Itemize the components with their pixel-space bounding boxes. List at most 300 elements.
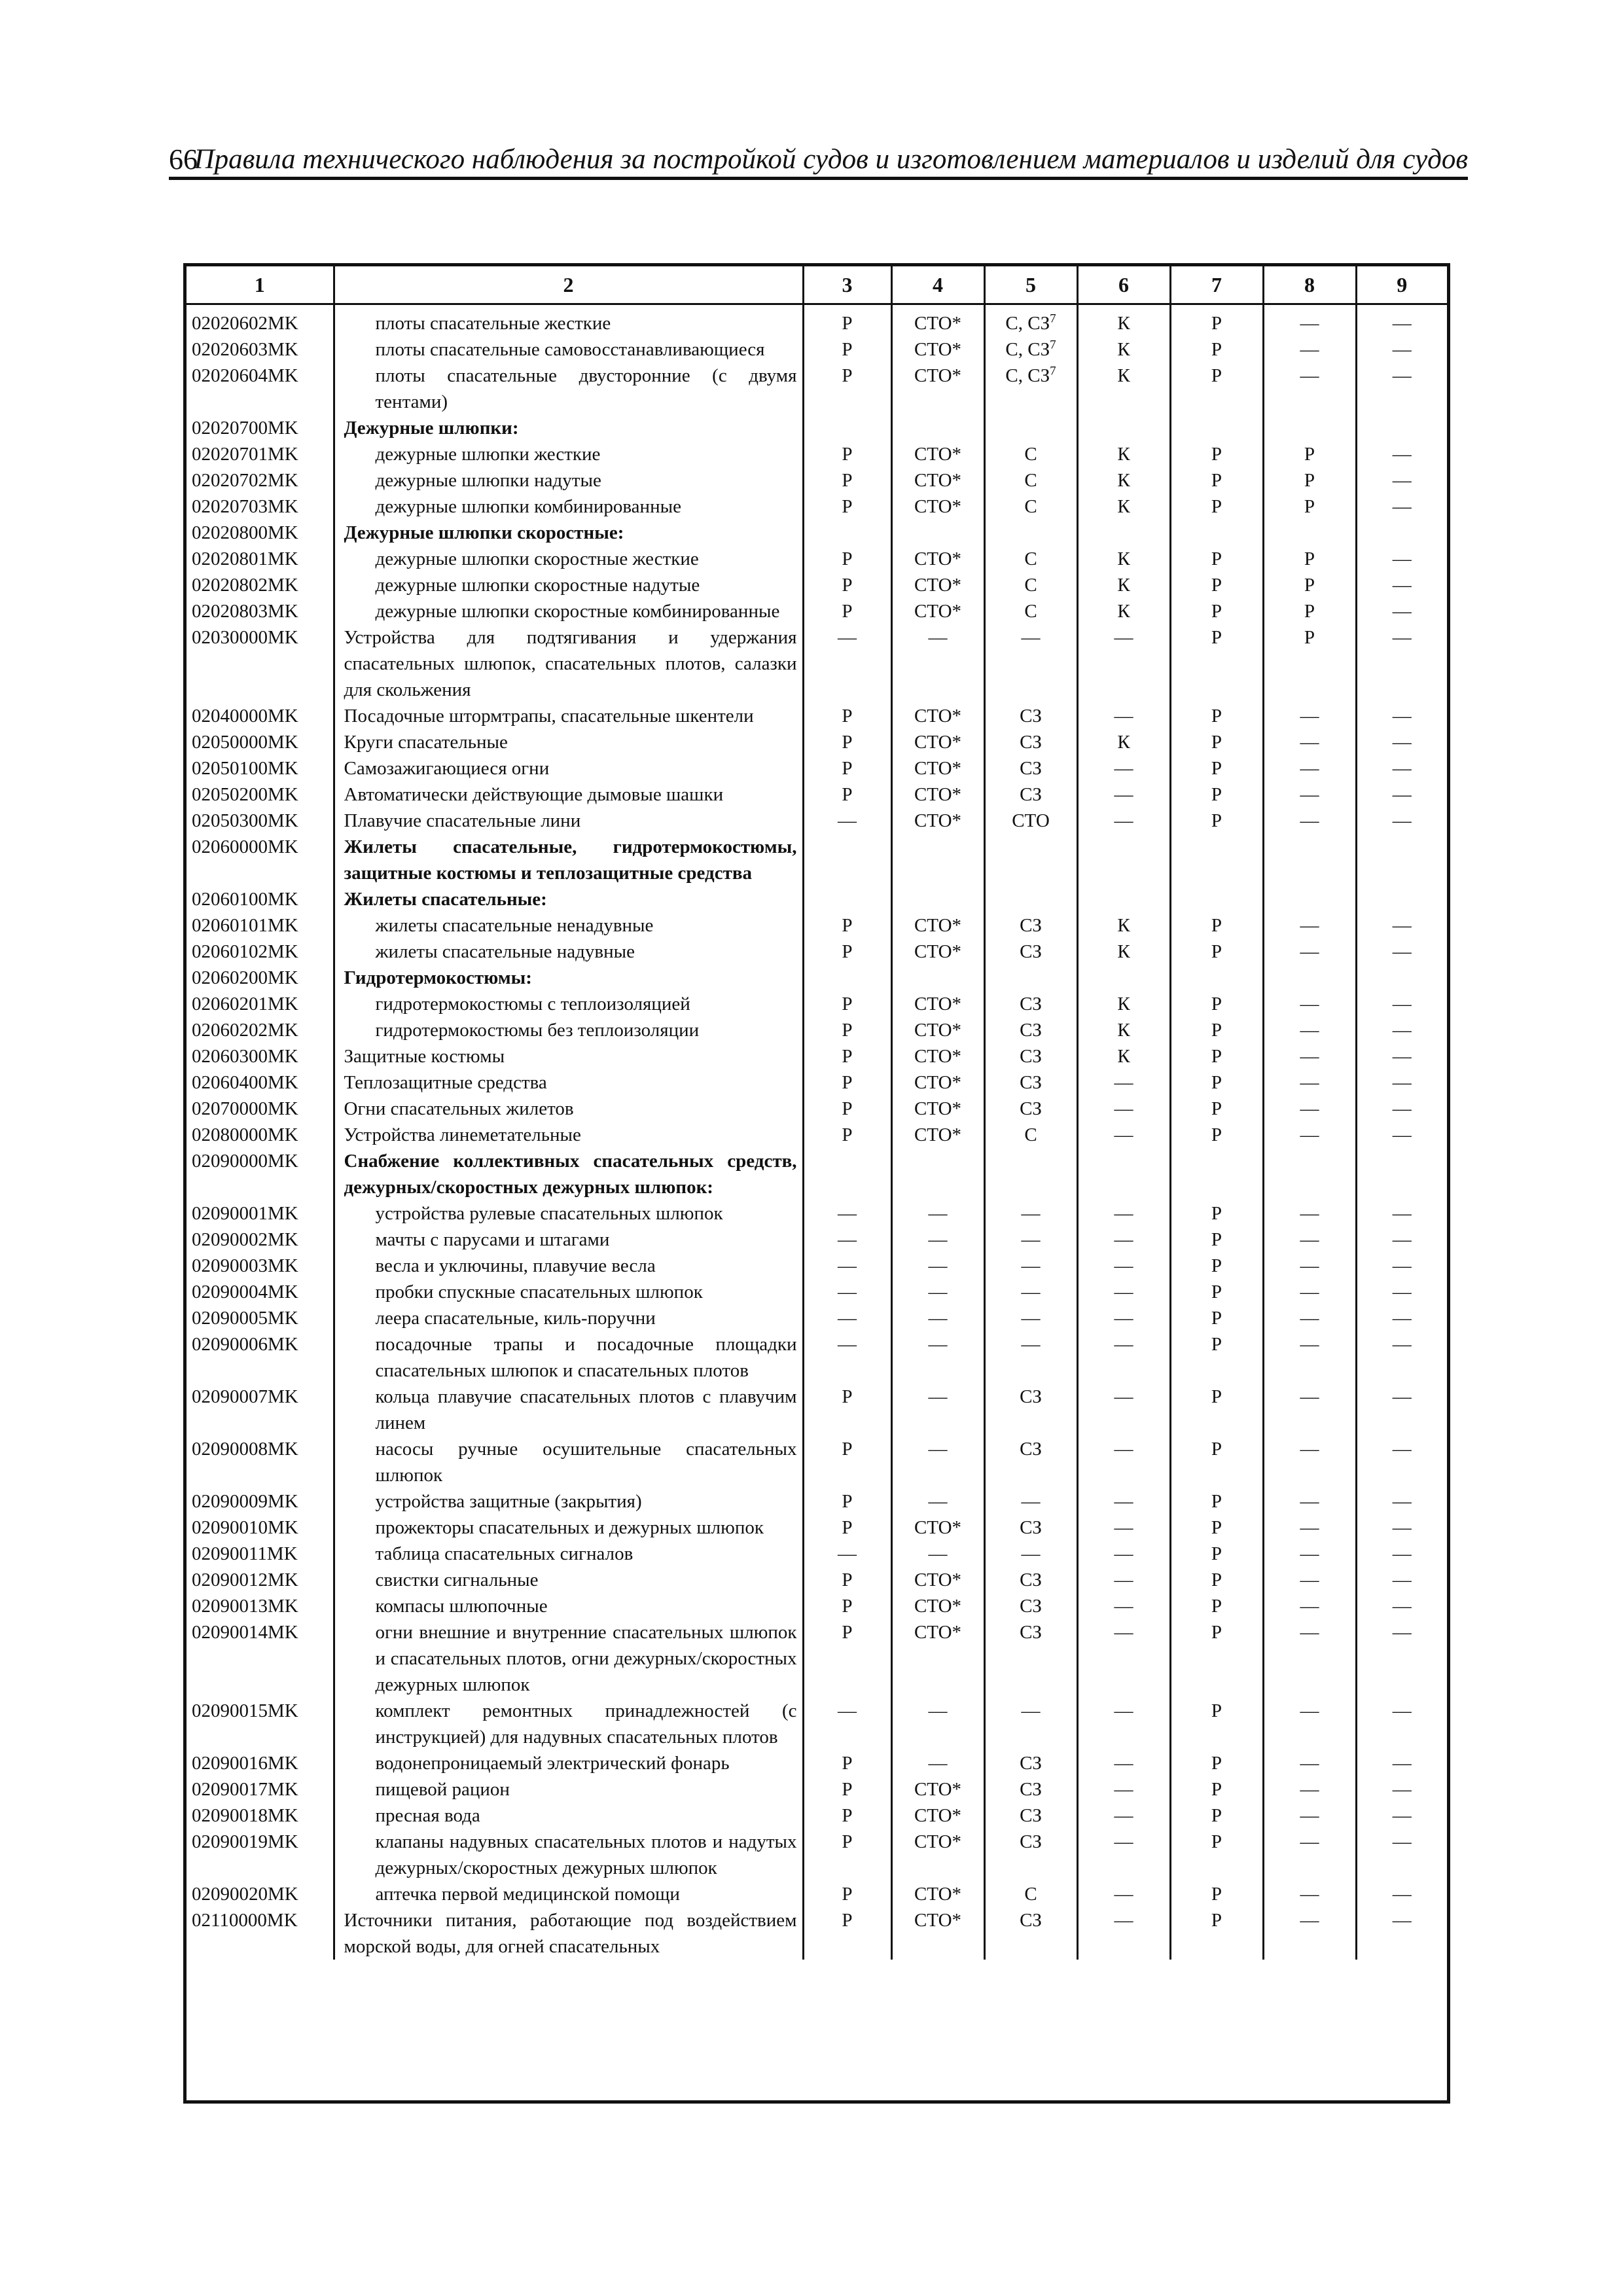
table-row [187, 1043, 1447, 1069]
item-code: 02050200MK [192, 784, 298, 805]
cell-c5-value: СЗ [1020, 1046, 1042, 1067]
cell-c3 [803, 965, 891, 991]
cell-c3: P [803, 1436, 891, 1488]
cell-c6: — [1077, 1803, 1170, 1829]
item-code: 02090001MK [192, 1203, 298, 1224]
item-code: 02090000MK [192, 1151, 298, 1172]
table-row [187, 1253, 1447, 1279]
cell-c5 [984, 493, 1077, 520]
cell-c4: — [891, 1488, 984, 1515]
cell-c4: СТО* [891, 991, 984, 1017]
item-code: 02080000MK [192, 1124, 298, 1145]
cell-c5-value: СЗ [1020, 1805, 1042, 1826]
cell-c6: — [1077, 1069, 1170, 1096]
cell-c8: P [1263, 624, 1356, 703]
cell-c4: — [891, 1750, 984, 1776]
cell-c4: СТО* [891, 755, 984, 781]
cell-c5 [984, 598, 1077, 624]
cell-c5-value: С [1024, 1124, 1037, 1145]
item-name: Устройства линеметательные [334, 1122, 803, 1148]
item-name: плоты спасательные жесткие [334, 304, 803, 337]
cell-c3: P [803, 1593, 891, 1619]
item-code: 02050300MK [192, 810, 298, 831]
cell-c3: — [803, 624, 891, 703]
cell-c5 [984, 1017, 1077, 1043]
cell-c3: P [803, 363, 891, 415]
cell-c5-value: СЗ [1020, 1439, 1042, 1460]
cell-c5 [984, 991, 1077, 1017]
table-row [187, 808, 1447, 834]
item-name: устройства защитные (закрытия) [334, 1488, 803, 1515]
cell-c3: — [803, 808, 891, 834]
cell-c8: — [1263, 781, 1356, 808]
cell-c5 [984, 729, 1077, 755]
cell-c9: — [1356, 1541, 1447, 1567]
cell-c7: P [1170, 1829, 1263, 1881]
table-body [187, 304, 1447, 1960]
cell-c9: — [1356, 912, 1447, 939]
cell-c6: — [1077, 1593, 1170, 1619]
cell-c5-value: СЗ [1020, 732, 1042, 753]
table-row [187, 703, 1447, 729]
cell-c4: СТО* [891, 304, 984, 337]
table-row [187, 1619, 1447, 1698]
cell-c5 [984, 781, 1077, 808]
cell-c6: К [1077, 572, 1170, 598]
table-row [187, 1305, 1447, 1331]
cell-c5-value: СЗ [1020, 1570, 1042, 1590]
item-name: прожекторы спасательных и дежурных шлюпок [334, 1515, 803, 1541]
cell-c5 [984, 520, 1077, 546]
item-code: 02020702MK [192, 470, 298, 491]
cell-c4: — [891, 1331, 984, 1384]
cell-c4: СТО* [891, 1515, 984, 1541]
cell-c8: — [1263, 363, 1356, 415]
cell-c5-value: СЗ [1020, 706, 1042, 726]
cell-c9 [1356, 415, 1447, 441]
item-name: устройства рулевые спасательных шлюпок [334, 1200, 803, 1227]
table-row [187, 1069, 1447, 1096]
cell-c7: P [1170, 808, 1263, 834]
item-code: 02060101MK [192, 915, 298, 936]
item-name: Устройства для подтягивания и удержания спасательных шлюпок, спасательных плотов, салазки для скольжения [334, 624, 803, 703]
cell-c7 [1170, 520, 1263, 546]
cell-c9: — [1356, 1122, 1447, 1148]
cell-c4: — [891, 624, 984, 703]
page-header [169, 143, 1468, 180]
cell-c4: — [891, 1384, 984, 1436]
cell-c9: — [1356, 1776, 1447, 1803]
cell-c5-value: — [1021, 1203, 1041, 1224]
cell-c5 [984, 1567, 1077, 1593]
cell-c4: СТО* [891, 1122, 984, 1148]
cell-c6: — [1077, 1305, 1170, 1331]
table-row [187, 1200, 1447, 1227]
cell-c6: — [1077, 1488, 1170, 1515]
cell-c4: — [891, 1200, 984, 1227]
cell-c6: — [1077, 1776, 1170, 1803]
cell-c4: — [891, 1436, 984, 1488]
cell-c3: — [803, 1253, 891, 1279]
cell-c6: — [1077, 1829, 1170, 1881]
item-name: Гидротермокостюмы: [334, 965, 803, 991]
item-name: Дежурные шлюпки: [334, 415, 803, 441]
item-code: 02020703MK [192, 496, 298, 517]
table-row [187, 912, 1447, 939]
table-row [187, 467, 1447, 493]
cell-c5 [984, 1881, 1077, 1907]
cell-c8: — [1263, 755, 1356, 781]
cell-c8: — [1263, 336, 1356, 363]
cell-c8: — [1263, 1619, 1356, 1698]
cell-c5-value: СЗ [1020, 1386, 1042, 1407]
column-header: 6 [1077, 266, 1170, 304]
cell-c6: — [1077, 1253, 1170, 1279]
cell-c8 [1263, 834, 1356, 886]
page-number: 66 [169, 143, 198, 175]
cell-c7: P [1170, 1541, 1263, 1567]
cell-c8: — [1263, 912, 1356, 939]
cell-c6: К [1077, 1043, 1170, 1069]
table-row [187, 781, 1447, 808]
cell-c7: P [1170, 1619, 1263, 1698]
item-name: дежурные шлюпки надутые [334, 467, 803, 493]
cell-c7 [1170, 834, 1263, 886]
cell-c9: — [1356, 1593, 1447, 1619]
cell-c9: — [1356, 1043, 1447, 1069]
cell-c3: P [803, 939, 891, 965]
cell-c7: P [1170, 1803, 1263, 1829]
cell-c7: P [1170, 363, 1263, 415]
cell-c3: — [803, 1305, 891, 1331]
cell-c6: — [1077, 1122, 1170, 1148]
cell-c5-value: СЗ [1020, 1098, 1042, 1119]
cell-c9: — [1356, 1305, 1447, 1331]
cell-c4: СТО* [891, 1069, 984, 1096]
cell-c6: К [1077, 467, 1170, 493]
cell-c8: — [1263, 1305, 1356, 1331]
item-name: пищевой рацион [334, 1776, 803, 1803]
item-code: 02020802MK [192, 575, 298, 596]
cell-c9: — [1356, 1017, 1447, 1043]
cell-c9: — [1356, 1907, 1447, 1960]
cell-c3: P [803, 991, 891, 1017]
cell-c5-value: СЗ [1020, 1622, 1042, 1643]
item-name: Огни спасательных жилетов [334, 1096, 803, 1122]
cell-c6: — [1077, 1567, 1170, 1593]
cell-c9: — [1356, 1227, 1447, 1253]
cell-c8: — [1263, 1122, 1356, 1148]
item-code: 02020800MK [192, 522, 298, 543]
item-name: кольца плавучие спасательных плотов с плавучим линем [334, 1384, 803, 1436]
table-row [187, 1227, 1447, 1253]
item-code: 02090002MK [192, 1229, 298, 1250]
item-code: 02020701MK [192, 444, 298, 465]
cell-c9: — [1356, 781, 1447, 808]
cell-c6: — [1077, 1750, 1170, 1776]
cell-c7: P [1170, 781, 1263, 808]
cell-c5-value: СЗ [1020, 758, 1042, 779]
cell-c3: P [803, 1122, 891, 1148]
cell-c7: P [1170, 1122, 1263, 1148]
cell-c5-value: СЗ [1020, 784, 1042, 805]
cell-c7: P [1170, 336, 1263, 363]
item-code: 02090017MK [192, 1779, 298, 1800]
cell-c3: P [803, 1907, 891, 1960]
cell-c3: P [803, 1619, 891, 1698]
table-row [187, 1881, 1447, 1907]
cell-c9: — [1356, 572, 1447, 598]
item-code: 02090006MK [192, 1334, 298, 1355]
cell-c9 [1356, 1148, 1447, 1200]
cell-c5 [984, 1227, 1077, 1253]
cell-c5 [984, 1750, 1077, 1776]
cell-c5-value: — [1021, 1491, 1041, 1512]
item-code: 02060100MK [192, 889, 298, 910]
cell-c7: P [1170, 1200, 1263, 1227]
column-header: 1 [187, 266, 334, 304]
cell-c4 [891, 415, 984, 441]
cell-c6: К [1077, 304, 1170, 337]
cell-c8: — [1263, 1043, 1356, 1069]
cell-c8: — [1263, 703, 1356, 729]
table-row [187, 1384, 1447, 1436]
cell-c5 [984, 1148, 1077, 1200]
cell-c5 [984, 1515, 1077, 1541]
cell-c4: СТО* [891, 1096, 984, 1122]
cell-c8: — [1263, 729, 1356, 755]
cell-c4: СТО* [891, 441, 984, 467]
cell-c7: P [1170, 598, 1263, 624]
item-name: компасы шлюпочные [334, 1593, 803, 1619]
cell-c5 [984, 755, 1077, 781]
cell-c3 [803, 415, 891, 441]
cell-c5-value: С, СЗ [1005, 313, 1050, 334]
cell-c8: P [1263, 598, 1356, 624]
cell-c5 [984, 1253, 1077, 1279]
cell-c8: — [1263, 1488, 1356, 1515]
item-code: 02090016MK [192, 1753, 298, 1774]
item-name: дежурные шлюпки скоростные комбинированные [334, 598, 803, 624]
cell-c3: — [803, 1227, 891, 1253]
item-name: дежурные шлюпки скоростные надутые [334, 572, 803, 598]
table-row [187, 624, 1447, 703]
item-code: 02090010MK [192, 1517, 298, 1538]
cell-c3: P [803, 336, 891, 363]
cell-c5-value: СЗ [1020, 1831, 1042, 1852]
cell-c5 [984, 1488, 1077, 1515]
cell-c3: P [803, 1829, 891, 1881]
cell-c8: — [1263, 1384, 1356, 1436]
cell-c5 [984, 1619, 1077, 1698]
cell-c6 [1077, 1148, 1170, 1200]
table-row [187, 1907, 1447, 1960]
cell-c9: — [1356, 1829, 1447, 1881]
cell-c5 [984, 1069, 1077, 1096]
cell-c5-value: СЗ [1020, 915, 1042, 936]
cell-c4: СТО* [891, 1043, 984, 1069]
item-name: плоты спасательные двусторонние (с двумя тентами) [334, 363, 803, 415]
cell-c5-value: СЗ [1020, 994, 1042, 1014]
cell-c6: К [1077, 441, 1170, 467]
cell-c9: — [1356, 1567, 1447, 1593]
item-code: 02030000MK [192, 627, 298, 648]
cell-c8: — [1263, 1776, 1356, 1803]
cell-c5 [984, 912, 1077, 939]
item-code: 02090007MK [192, 1386, 298, 1407]
column-header: 4 [891, 266, 984, 304]
item-name: гидротермокостюмы с теплоизоляцией [334, 991, 803, 1017]
item-name: Дежурные шлюпки скоростные: [334, 520, 803, 546]
cell-c9 [1356, 520, 1447, 546]
item-code: 02020604MK [192, 365, 298, 386]
cell-c5-value: СЗ [1020, 1072, 1042, 1093]
cell-c8: — [1263, 1096, 1356, 1122]
cell-c7: P [1170, 493, 1263, 520]
cell-c5-value: — [1021, 1282, 1041, 1302]
cell-c8 [1263, 886, 1356, 912]
cell-c5 [984, 415, 1077, 441]
cell-c3: P [803, 1488, 891, 1515]
cell-c9: — [1356, 1069, 1447, 1096]
item-name: весла и уключины, плавучие весла [334, 1253, 803, 1279]
cell-c6: — [1077, 781, 1170, 808]
table-row [187, 1279, 1447, 1305]
cell-c7: P [1170, 703, 1263, 729]
cell-c5-value: — [1021, 1229, 1041, 1250]
cell-c6: К [1077, 336, 1170, 363]
cell-c3: P [803, 493, 891, 520]
cell-c7 [1170, 886, 1263, 912]
cell-c9 [1356, 886, 1447, 912]
cell-c9: — [1356, 598, 1447, 624]
item-code: 02090008MK [192, 1439, 298, 1460]
cell-c8: P [1263, 441, 1356, 467]
cell-c6: — [1077, 624, 1170, 703]
cell-c4: СТО* [891, 1907, 984, 1960]
cell-c5 [984, 572, 1077, 598]
cell-c4: СТО* [891, 467, 984, 493]
cell-c8: — [1263, 1436, 1356, 1488]
item-name: водонепроницаемый электрический фонарь [334, 1750, 803, 1776]
cell-c4: СТО* [891, 493, 984, 520]
cell-c3: P [803, 1515, 891, 1541]
item-name: огни внешние и внутренние спасательных шлюпок и спасательных плотов, огни дежурных/скоростных дежурных шлюпок [334, 1619, 803, 1698]
cell-c5 [984, 1305, 1077, 1331]
cell-c8: — [1263, 1803, 1356, 1829]
table-row [187, 1017, 1447, 1043]
cell-c8 [1263, 965, 1356, 991]
cell-c6: К [1077, 729, 1170, 755]
cell-c5 [984, 886, 1077, 912]
cell-c7: P [1170, 1017, 1263, 1043]
cell-c8: — [1263, 1881, 1356, 1907]
cell-c4: СТО* [891, 546, 984, 572]
cell-c5 [984, 624, 1077, 703]
table-row [187, 834, 1447, 886]
cell-c7: P [1170, 729, 1263, 755]
cell-c4: СТО* [891, 1567, 984, 1593]
cell-c5-value: С, СЗ [1005, 339, 1050, 360]
footnote-ref: 7 [1050, 364, 1056, 378]
cell-c6: К [1077, 363, 1170, 415]
cell-c3: — [803, 1698, 891, 1750]
cell-c3: P [803, 467, 891, 493]
cell-c6: — [1077, 1279, 1170, 1305]
cell-c9: — [1356, 467, 1447, 493]
cell-c5-value: СЗ [1020, 1779, 1042, 1800]
item-code: 02020700MK [192, 418, 298, 439]
item-name: дежурные шлюпки скоростные жесткие [334, 546, 803, 572]
cell-c6: — [1077, 1698, 1170, 1750]
cell-c9: — [1356, 624, 1447, 703]
cell-c7: P [1170, 546, 1263, 572]
cell-c6: — [1077, 1515, 1170, 1541]
cell-c7: P [1170, 1305, 1263, 1331]
cell-c3: P [803, 1750, 891, 1776]
cell-c5-value: СЗ [1020, 1910, 1042, 1931]
item-code: 02070000MK [192, 1098, 298, 1119]
cell-c7: P [1170, 1881, 1263, 1907]
cell-c5-value: СЗ [1020, 1517, 1042, 1538]
cell-c9: — [1356, 441, 1447, 467]
cell-c4: — [891, 1279, 984, 1305]
cell-c6: — [1077, 808, 1170, 834]
table-row [187, 1122, 1447, 1148]
cell-c9: — [1356, 1384, 1447, 1436]
cell-c8: — [1263, 1227, 1356, 1253]
item-code: 02060102MK [192, 941, 298, 962]
cell-c8: — [1263, 1541, 1356, 1567]
item-name: Самозажигающиеся огни [334, 755, 803, 781]
cell-c4 [891, 1148, 984, 1200]
table-row [187, 1829, 1447, 1881]
item-name: дежурные шлюпки жесткие [334, 441, 803, 467]
cell-c7: P [1170, 1069, 1263, 1096]
cell-c9: — [1356, 1096, 1447, 1122]
cell-c4: СТО* [891, 1017, 984, 1043]
cell-c3: P [803, 912, 891, 939]
cell-c8: — [1263, 1331, 1356, 1384]
cell-c8: — [1263, 1200, 1356, 1227]
item-name: Снабжение коллективных спасательных средств, дежурных/скоростных дежурных шлюпок: [334, 1148, 803, 1200]
item-code: 02060400MK [192, 1072, 298, 1093]
table-row [187, 304, 1447, 337]
cell-c6: К [1077, 598, 1170, 624]
cell-c9: — [1356, 1488, 1447, 1515]
cell-c5 [984, 1829, 1077, 1881]
cell-c7: P [1170, 467, 1263, 493]
column-header: 5 [984, 266, 1077, 304]
cell-c5 [984, 965, 1077, 991]
item-name: плоты спасательные самовосстанавливающиеся [334, 336, 803, 363]
item-name: клапаны надувных спасательных плотов и надутых дежурных/скоростных дежурных шлюпок [334, 1829, 803, 1881]
cell-c4: — [891, 1253, 984, 1279]
cell-c3: — [803, 1200, 891, 1227]
cell-c6: — [1077, 1907, 1170, 1960]
cell-c8: P [1263, 467, 1356, 493]
cell-c3: P [803, 441, 891, 467]
cell-c3 [803, 1148, 891, 1200]
table-row [187, 1488, 1447, 1515]
table-row [187, 520, 1447, 546]
cell-c4: СТО* [891, 598, 984, 624]
column-header: 3 [803, 266, 891, 304]
item-code: 02090004MK [192, 1282, 298, 1302]
item-code: 02060000MK [192, 836, 298, 857]
item-name: Защитные костюмы [334, 1043, 803, 1069]
item-name: Посадочные штормтрапы, спасательные шкентели [334, 703, 803, 729]
